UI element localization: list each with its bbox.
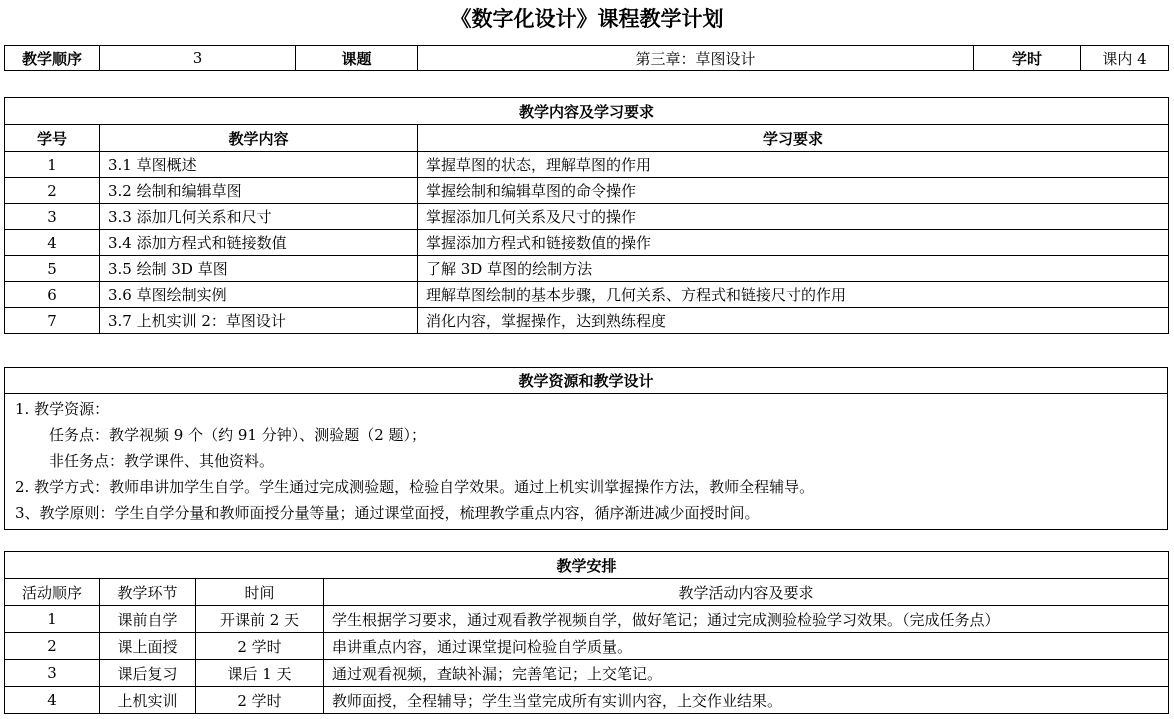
column-header: 时间 (196, 579, 324, 606)
row-number: 4 (5, 230, 100, 256)
resource-line: 3、教学原则：学生自学分量和教师面授分量等量；通过课堂面授，梳理教学重点内容，循序渐进减少面授时间。 (15, 504, 760, 522)
activity-stage: 课前自学 (100, 606, 196, 633)
section-title: 教学安排 (5, 552, 1169, 579)
table-row (5, 687, 1169, 714)
requirement-cell: 消化内容，掌握操作，达到熟练程度 (418, 308, 1169, 334)
row-number: 1 (5, 152, 100, 178)
document-title: 《数字化设计》课程教学计划 (450, 7, 724, 31)
content-cell: 3.4 添加方程式和链接数值 (100, 230, 418, 256)
table-row (5, 178, 1169, 204)
activity-description: 教师面授，全程辅导；学生当堂完成所有实训内容，上交作业结果。 (324, 687, 1169, 714)
activity-time: 开课前 2 天 (196, 606, 324, 633)
resource-line: 2. 教学方式：教师串讲加学生自学。学生通过完成测验题，检验自学效果。通过上机实训掌握操作方法，教师全程辅导。 (15, 478, 815, 496)
table-row (5, 204, 1169, 230)
activity-order: 1 (5, 606, 100, 633)
section-title-row (5, 552, 1169, 579)
requirement-cell: 了解 3D 草图的绘制方法 (418, 256, 1169, 282)
content-cell: 3.2 绘制和编辑草图 (100, 178, 418, 204)
content-cell: 3.5 绘制 3D 草图 (100, 256, 418, 282)
course-header-table (4, 45, 1169, 71)
activity-time: 2 学时 (196, 687, 324, 714)
column-header: 教学环节 (100, 579, 196, 606)
section-title: 教学内容及学习要求 (5, 98, 1169, 125)
requirement-cell: 掌握绘制和编辑草图的命令操作 (418, 178, 1169, 204)
content-cell: 3.6 草图绘制实例 (100, 282, 418, 308)
hours-value: 课内 4 (1081, 46, 1169, 71)
activity-description: 通过观看视频，查缺补漏；完善笔记；上交笔记。 (324, 660, 1169, 687)
resource-line: 非任务点：教学课件、其他资料。 (49, 452, 275, 470)
activity-stage: 上机实训 (100, 687, 196, 714)
column-header: 学号 (5, 125, 100, 152)
content-cell: 3.3 添加几何关系和尺寸 (100, 204, 418, 230)
column-header: 教学活动内容及要求 (324, 579, 1169, 606)
row-number: 6 (5, 282, 100, 308)
order-label: 教学顺序 (5, 46, 100, 71)
requirement-cell: 理解草图绘制的基本步骤，几何关系、方程式和链接尺寸的作用 (418, 282, 1169, 308)
row-number: 2 (5, 178, 100, 204)
row-number: 7 (5, 308, 100, 334)
row-number: 5 (5, 256, 100, 282)
resource-line: 任务点：教学视频 9 个（约 91 分钟）、测验题（2 题）； (49, 426, 427, 444)
resource-line: 1. 教学资源： (15, 400, 110, 418)
activity-time: 2 学时 (196, 633, 324, 660)
row-number: 3 (5, 204, 100, 230)
section-title: 教学资源和教学设计 (5, 368, 1168, 394)
activity-stage: 课上面授 (100, 633, 196, 660)
requirement-cell: 掌握添加方程式和链接数值的操作 (418, 230, 1169, 256)
column-header: 学习要求 (418, 125, 1169, 152)
content-cell: 3.7 上机实训 2：草图设计 (100, 308, 418, 334)
section-title-row (5, 98, 1169, 125)
hours-label: 学时 (974, 46, 1081, 71)
section-title-row (5, 368, 1168, 394)
table-row (5, 606, 1169, 633)
resources-body (5, 394, 1168, 530)
table-row (5, 256, 1169, 282)
activity-order: 3 (5, 660, 100, 687)
course-header-row (5, 46, 1169, 71)
activity-order: 2 (5, 633, 100, 660)
teaching-content-table (4, 97, 1169, 334)
resources-body-row (5, 394, 1168, 530)
activity-stage: 课后复习 (100, 660, 196, 687)
activity-time: 课后 1 天 (196, 660, 324, 687)
teaching-schedule-table (4, 551, 1169, 714)
content-cell: 3.1 草图概述 (100, 152, 418, 178)
teaching-resources-table (4, 367, 1168, 530)
table-row (5, 308, 1169, 334)
order-value: 3 (100, 46, 296, 71)
table-row (5, 282, 1169, 308)
activity-description: 学生根据学习要求，通过观看教学视频自学，做好笔记；通过完成测验检验学习效果。（完成任务点） (324, 606, 1169, 633)
topic-label: 课题 (296, 46, 418, 71)
table-row (5, 660, 1169, 687)
table-row (5, 633, 1169, 660)
table-row (5, 230, 1169, 256)
table-row (5, 152, 1169, 178)
topic-value: 第三章：草图设计 (418, 46, 974, 71)
column-header-row (5, 579, 1169, 606)
column-header-row (5, 125, 1169, 152)
column-header: 教学内容 (100, 125, 418, 152)
activity-description: 串讲重点内容，通过课堂提问检验自学质量。 (324, 633, 1169, 660)
requirement-cell: 掌握添加几何关系及尺寸的操作 (418, 204, 1169, 230)
requirement-cell: 掌握草图的状态，理解草图的作用 (418, 152, 1169, 178)
column-header: 活动顺序 (5, 579, 100, 606)
activity-order: 4 (5, 687, 100, 714)
